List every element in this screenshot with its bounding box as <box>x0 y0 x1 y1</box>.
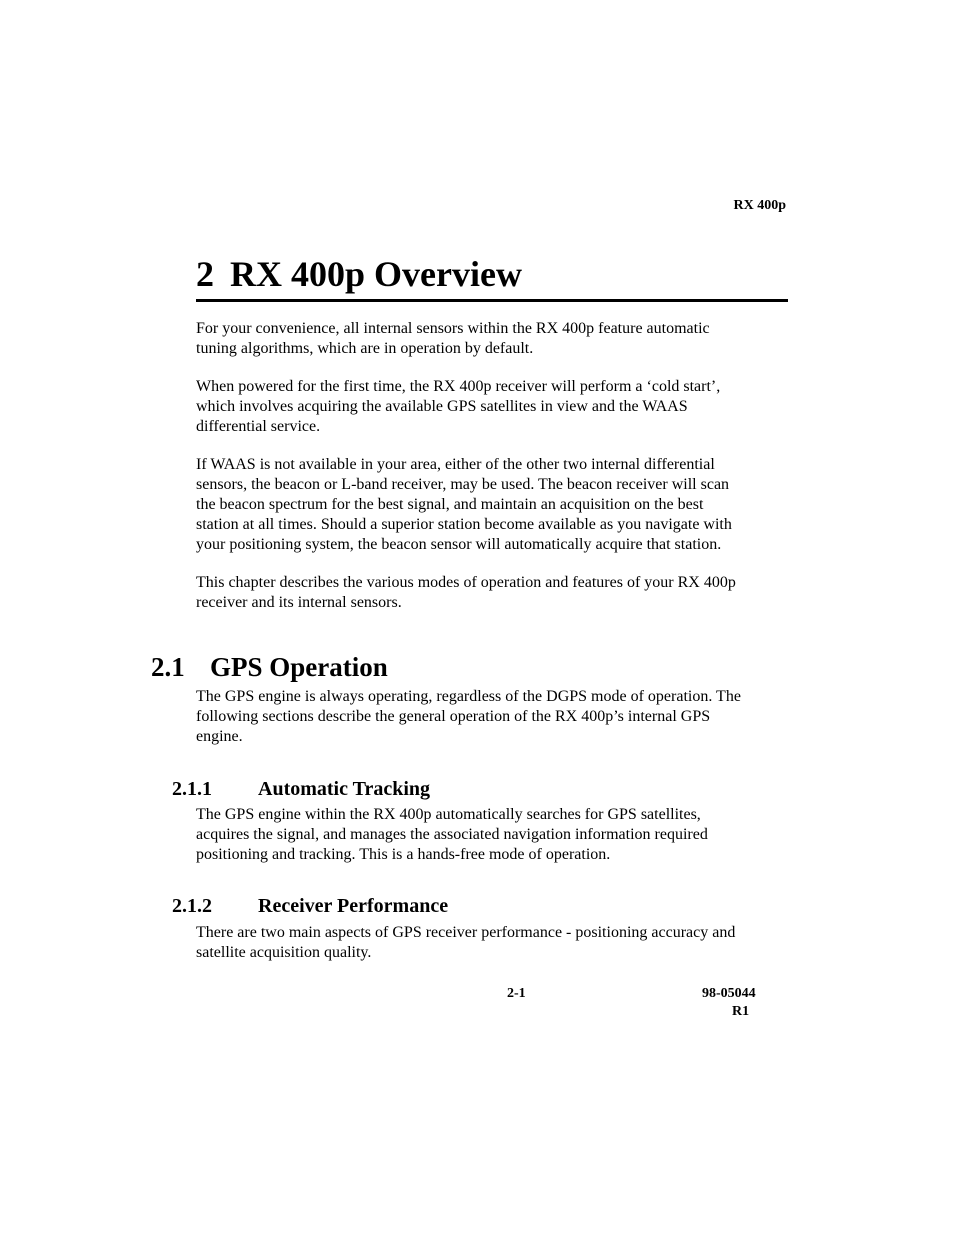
section-heading-2-1-1 <box>172 777 430 801</box>
text-line: tuning algorithms, which are in operation by default. <box>196 340 534 357</box>
text-line: For your convenience, all internal sensors within the RX 400p feature automatic <box>196 320 710 337</box>
section-number: 2.1.1 <box>172 778 212 800</box>
running-header: RX 400p <box>733 198 786 213</box>
text-line: engine. <box>196 728 243 745</box>
section-heading-2-1-2 <box>172 894 448 918</box>
intro-paragraph-4 <box>196 573 796 613</box>
text-line: The GPS engine is always operating, regardless of the DGPS mode of operation. The <box>196 688 741 705</box>
chapter-title <box>196 251 788 302</box>
text-line: sensors, the beacon or L-band receiver, may be used. The beacon receiver will scan <box>196 476 730 493</box>
intro-paragraph-1 <box>196 319 796 359</box>
text-line: your positioning system, the beacon sensor will automatically acquire that station. <box>196 536 722 553</box>
section-number: 2.1 <box>151 652 185 682</box>
intro-paragraph-3 <box>196 455 796 555</box>
text-line: which involves acquiring the available GPS satellites in view and the WAAS <box>196 398 688 415</box>
intro-paragraph-2 <box>196 377 796 437</box>
section-title: GPS Operation <box>210 652 388 682</box>
page-number: 2-1 <box>507 986 526 1001</box>
section-title: Receiver Performance <box>258 895 449 917</box>
text-line: satellite acquisition quality. <box>196 944 372 961</box>
text-line: acquires the signal, and manages the associated navigation information required <box>196 826 708 843</box>
section-title: Automatic Tracking <box>258 778 431 800</box>
text-line: There are two main aspects of GPS receiver performance - positioning accuracy and <box>196 924 736 941</box>
section-2-1-2-paragraph <box>196 923 796 963</box>
document-number: 98-05044 <box>702 986 756 1001</box>
text-line: This chapter describes the various modes of operation and features of your RX 400p <box>196 574 736 591</box>
chapter-title-text: RX 400p Overview <box>230 254 522 294</box>
text-line: When powered for the first time, the RX 400p receiver will perform a ‘cold start’, <box>196 378 721 395</box>
section-number: 2.1.2 <box>172 895 212 917</box>
text-line: If WAAS is not available in your area, either of the other two internal differential <box>196 456 715 473</box>
text-line: positioning and tracking. This is a hands-free mode of operation. <box>196 846 611 863</box>
text-line: station at all times. Should a superior station become available as you navigate with <box>196 516 732 533</box>
chapter-number: 2 <box>196 254 214 294</box>
text-line: following sections describe the general operation of the RX 400p’s internal GPS <box>196 708 711 725</box>
section-2-1-1-paragraph <box>196 805 796 865</box>
text-line: receiver and its internal sensors. <box>196 594 402 611</box>
section-2-1-paragraph <box>196 687 796 747</box>
section-heading-2-1 <box>151 651 388 683</box>
revision-label: R1 <box>732 1004 750 1019</box>
text-line: The GPS engine within the RX 400p automatically searches for GPS satellites, <box>196 806 701 823</box>
text-line: differential service. <box>196 418 321 435</box>
text-line: the beacon spectrum for the best signal, and maintain an acquisition on the best <box>196 496 704 513</box>
